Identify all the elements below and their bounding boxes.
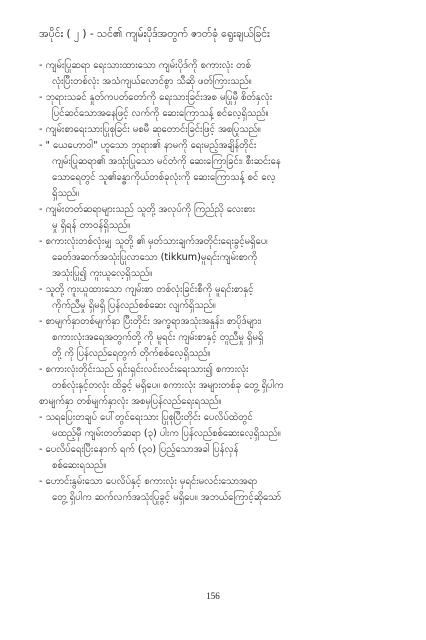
body-line: အသုံးပြု၍ ကူးယူလေ့ရှိသည်။ <box>52 268 153 279</box>
body-line: - ဘုရားသခင် နှုတ်ကပတ်တော်ကို ရေးသားခြင်းအစ မပြုမှီ စိတ်နှလုံး <box>39 92 273 103</box>
body-line: တို့ ကို ပြန်လည်ရေတွက် တိုက်စစ်လေ့ရှိသည်။ <box>52 348 211 359</box>
body-line: စာမျက်နှာ တစ်မျက်နှာလုံး အစမှပြန်လည်ရေးရသည်။ <box>39 396 222 407</box>
body-line: တွေ့ ရှိပါက ဆက်လက်အသုံးပြုခွင့် မရှိပေ။ အဘယ်ကြောင့်ဆိုသော် <box>52 492 282 503</box>
body-line: - စာမျက်နှာတစ်မျက်နှာ ပြီးတိုင်း အက္ခရာအသုံးအနှုန်း၊ စာပိုဒ်များ၊ <box>39 316 262 327</box>
body-line: မထည့်မှီ ကျမ်းတတ်ဆရာ (၃) ပါးက ပြန်လည်စစ်ဆေးလေ့ရှိသည်။ <box>52 428 281 439</box>
body-line: - သူတို့ ကူးယူထားသော ကျမ်းစာ တစ်လုံးခြင်းစီကို မူရင်းစာနှင့် <box>39 284 254 295</box>
body-line: သောရေတွင် သူ၏ခန္ဓာကိုယ်တစ်ခုလုံးကို ဆေးကြောသန့် စင် လေ့ <box>52 172 276 183</box>
body-line: - " ယေဟောဝါ" ဟူသော ဘုရား၏ နာမကို ရေးမည့်အချိန်တိုင်း <box>39 140 257 151</box>
body-line: ခေတ်အဆက်အသုံးပြုလာသော (tikkum)မူရင်းကျမ်းစာကို <box>52 252 258 263</box>
body-line: - ပေလိပ်ရေးပြီးနောက် ရက် (၃၀) ပြည့်သောအခါ ပြန်လှန် <box>39 444 239 455</box>
body-line: ရှိသည်။ <box>52 188 79 199</box>
body-line: စကားလုံးအရေအတွက်တို့ ကို မူရင်း ကျမ်းစာနှင့် တူညီမှု ရှိမရှိ <box>52 332 264 343</box>
body-line: - ကျမ်းပြုဆရာ ရေးသားထားသော ကျမ်းပိုဒ်ကို စကားလုံး တစ် <box>39 60 251 71</box>
body-line: လုံးပြီးတစ်လုံး အသံကျယ်လောင်စွာ သီဆို ဖတ်ကြားသည်။ <box>52 76 252 87</box>
body-line: - ကျမ်းတတ်ဆရာများသည် သူတို့ အလုပ်ကို ကြည်ညို လေးစား <box>39 204 256 215</box>
body-line: - စကားလုံးတစ်လုံးမျှ သူတို့ ၏ မှတ်သားချက်အတိုင်းရေးခွင့်မရှိပေ၊ <box>39 236 268 247</box>
body-line: တစ်လုံးနှင့်တလုံး ထိခွင့် မရှိပေ။ စကားလုံး အများတစ်ခု တွေ့ ရှိပါက <box>52 380 284 391</box>
section-heading: အပိုင်း ( ၂ ) - သင်၏ ကျမ်းပိုဒ်အတွက် ဇာတ်ခုံ ရွေးချယ်ခြင်း <box>39 28 270 40</box>
body-line: - ကျမ်းစာရေးသားပြုစုခြင်း မစမီ ဆုတောင်းခြင်းဖြင့် အစပြုသည်။ <box>39 124 261 135</box>
body-line: ပြင်ဆင်သောအနေဖြင့် လက်ကို ဆေးကြောသန့် စင်လေ့ရှိသည်။ <box>52 108 269 119</box>
body-line: ကိုက်ညီမှု ရှိမရှိ ပြန်လည်စစ်ဆေး လျက်ရှိသည်။ <box>52 300 216 311</box>
body-line: မှု ရှိရန် တာဝန်ရှိသည်။ <box>52 220 131 231</box>
body-line: ကျမ်းပြုဆရာ၏ အသုံးပြုသော မင်တံကို ဆေးကြောခြင်း၊ စီးဆင်းနေ <box>52 156 281 167</box>
body-line: စစ်ဆေးရသည်။ <box>52 460 107 471</box>
body-line: - စကားလုံးတိုင်းသည် ရှင်းရှင်းလင်းလင်းရေးသား၍ စကားလုံး <box>39 364 249 375</box>
page-number: 156 <box>206 591 220 601</box>
body-line: - သရပြေးတချပ် ပေါ်တွင်ရေးသား ပြုစုပြီးတိုင်း ပေလိပ်ထဲတွင် <box>39 412 253 423</box>
body-line: - ဟောင်းနွမ်းသော ပေလိပ်နှင့် စကားလုံး မှရင်းမလင်းသောအရာ <box>39 476 258 487</box>
